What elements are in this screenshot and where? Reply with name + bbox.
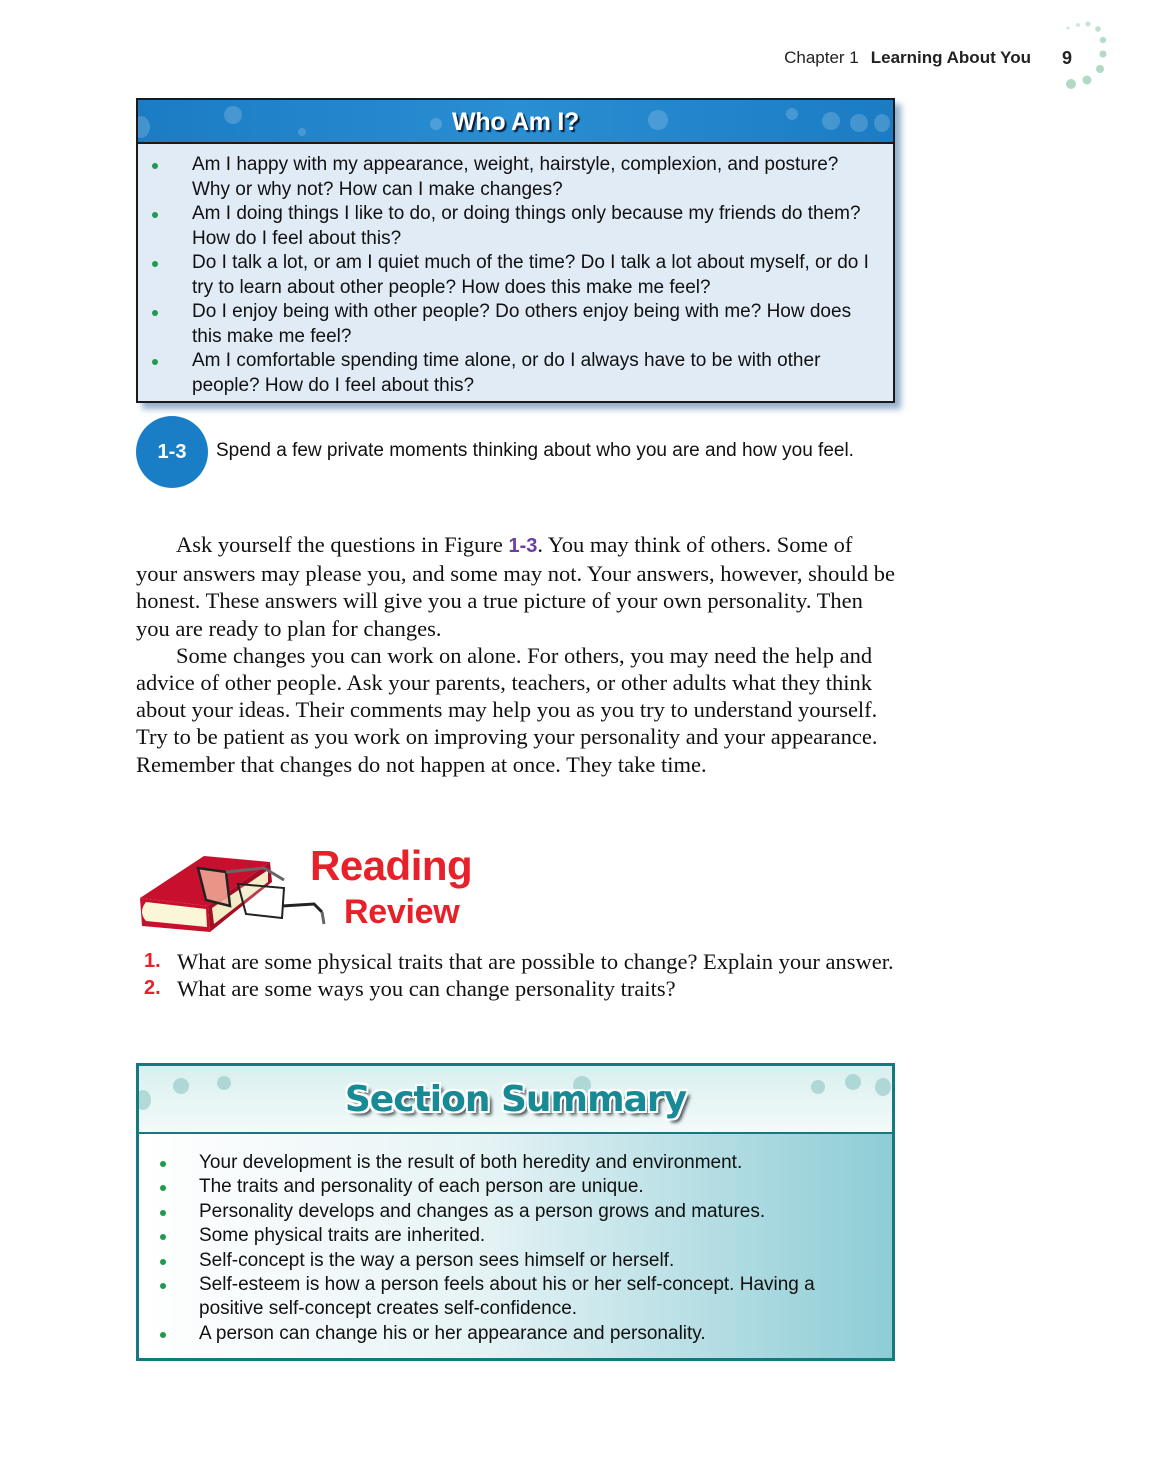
running-head <box>700 48 1031 68</box>
figure-caption: Spend a few private moments thinking about who you are and how you feel. <box>216 440 854 461</box>
section-summary-header <box>139 1066 892 1134</box>
decorative-dots-icon <box>1058 18 1118 98</box>
list-item: Personality develops and changes as a person grows and matures. <box>157 1200 872 1224</box>
list-item: Do I enjoy being with other people? Do others enjoy being with me? How does this make me feel? <box>150 300 873 349</box>
chapter-title: Learning About You <box>870 48 1031 67</box>
section-summary-box <box>136 1063 895 1361</box>
list-item: Do I talk a lot, or am I quiet much of the time? Do I talk a lot about myself, or do I try to learn about other people? How does this make me feel? <box>150 251 873 300</box>
body-text <box>136 531 896 778</box>
who-am-i-box <box>136 98 895 403</box>
list-item: Some physical traits are inherited. <box>157 1224 872 1248</box>
list-item: Am I comfortable spending time alone, or do I always have to be with other people? How do I feel about this? <box>150 349 873 398</box>
list-item: Am I doing things I like to do, or doing things only because my friends do them? How do I feel about this? <box>150 202 873 251</box>
reading-review-subtitle: Review <box>344 893 460 931</box>
question-number: 2. <box>144 977 161 1000</box>
paragraph: Some changes you can work on alone. For others, you may need the help and advice of other people. Ask your parents, teachers, or other adults what they think about your ideas. Their comments may help you as you try to understand yourself. Try to be patient as you work on improving your personality and your appearance. Remember that changes do not happen at once. They take time. <box>136 642 878 777</box>
chapter-label: Chapter 1 <box>784 48 859 67</box>
figure-number-badge: 1-3 <box>136 416 208 488</box>
list-item: Am I happy with my appearance, weight, hairstyle, complexion, and posture? Why or why not? How can I make changes? <box>150 153 873 202</box>
list-item: Self-concept is the way a person sees himself or herself. <box>157 1249 872 1273</box>
list-item: Your development is the result of both heredity and environment. <box>157 1151 872 1175</box>
figure-reference-link[interactable]: 1-3 <box>508 535 538 557</box>
page-number: 9 <box>1062 48 1073 68</box>
book-with-glasses-icon <box>134 848 334 932</box>
section-summary-list <box>139 1134 892 1346</box>
who-am-i-header <box>138 100 893 144</box>
who-am-i-title: Who Am I? <box>452 108 579 136</box>
paragraph: Ask yourself the questions in Figure 1-3. You may think of others. Some of your answers may please you, and some may not. Your answers, however, should be honest. These answers will give you a true picture of your own personality. Then you are ready to plan for changes. <box>136 532 895 641</box>
reading-review-title: Reading <box>310 842 473 889</box>
list-item: A person can change his or her appearance and personality. <box>157 1322 872 1346</box>
list-item: The traits and personality of each person are unique. <box>157 1175 872 1199</box>
review-question: 2. What are some ways you can change personality traits? <box>144 976 676 1002</box>
review-question: 1. What are some physical traits that are possible to change? Explain your answer. <box>144 949 894 974</box>
question-number: 1. <box>144 950 161 972</box>
review-questions <box>136 948 906 1002</box>
list-item: Self-esteem is how a person feels about his or her self-concept. Having a positive self-concept creates self-confidence. <box>157 1273 872 1322</box>
section-summary-title: Section Summary <box>344 1079 687 1120</box>
who-am-i-list <box>138 144 893 398</box>
